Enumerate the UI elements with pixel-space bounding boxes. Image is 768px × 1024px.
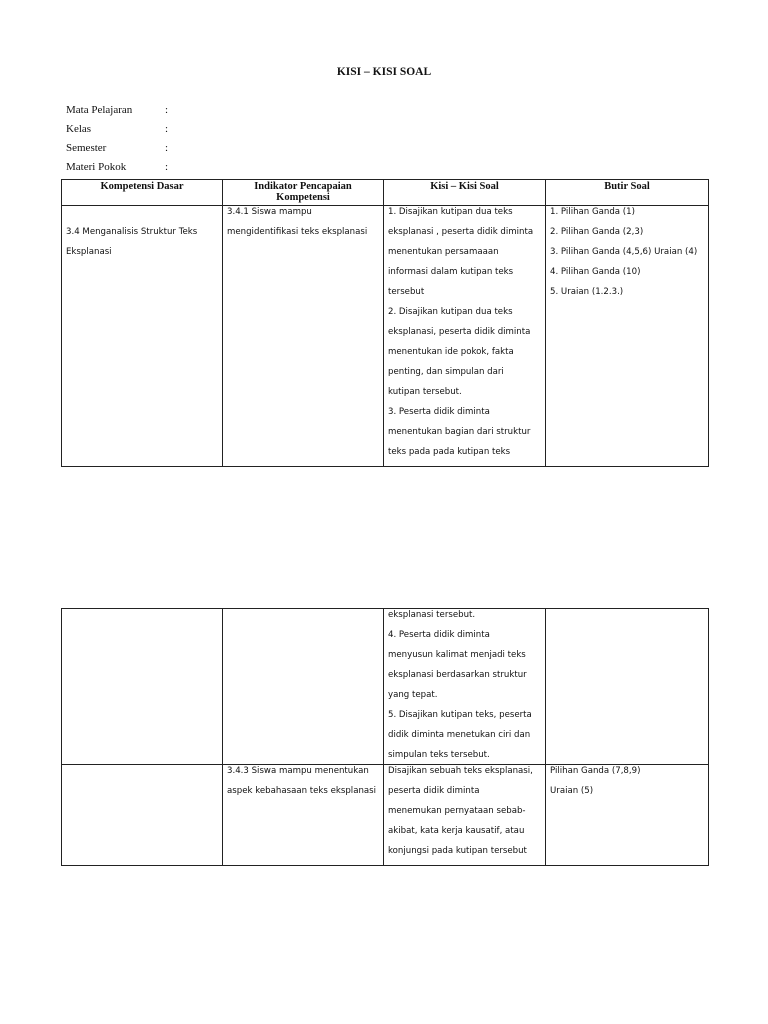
cell-line: Pilihan Ganda (7,8,9) bbox=[550, 766, 641, 776]
cell-line: simpulan teks tersebut. bbox=[388, 750, 490, 760]
header-kisi-kisi-soal: Kisi – Kisi Soal bbox=[384, 180, 546, 206]
cell-line: 2. Pilihan Ganda (2,3) bbox=[550, 227, 644, 237]
cell-kompetensi-dasar bbox=[62, 765, 223, 866]
cell-line: yang tepat. bbox=[388, 690, 438, 700]
cell-line: menentukan ide pokok, fakta bbox=[388, 347, 514, 357]
cell-line: 3.4.3 Siswa mampu menentukan bbox=[227, 766, 369, 776]
cell-line: menemukan pernyataan sebab- bbox=[388, 806, 526, 816]
meta-label: Materi Pokok bbox=[66, 161, 127, 173]
cell-line: 4. Peserta didik diminta bbox=[388, 630, 490, 640]
cell-line: Uraian (5) bbox=[550, 786, 594, 796]
header-kompetensi-dasar: Kompetensi Dasar bbox=[62, 180, 223, 206]
cell-kisi-kisi bbox=[384, 609, 546, 765]
cell-line: informasi dalam kutipan teks bbox=[388, 267, 514, 277]
meta-label: Kelas bbox=[66, 123, 92, 135]
cell-line: 5. Uraian (1.2.3.) bbox=[550, 287, 624, 297]
document-meta bbox=[66, 103, 175, 179]
cell-line: akibat, kata kerja kausatif, atau bbox=[388, 826, 525, 836]
cell-line: tersebut bbox=[388, 287, 425, 297]
header-indikator-line: Indikator Pencapaian bbox=[254, 181, 352, 192]
header-indikator bbox=[223, 180, 384, 206]
table-row bbox=[62, 609, 709, 765]
cell-indikator bbox=[223, 765, 384, 866]
cell-kompetensi-dasar bbox=[62, 206, 223, 467]
cell-line: konjungsi pada kutipan tersebut bbox=[388, 846, 527, 856]
cell-line: 3. Peserta didik diminta bbox=[388, 407, 490, 417]
cell-line: peserta didik diminta bbox=[388, 786, 480, 796]
meta-label: Semester bbox=[66, 142, 107, 154]
kisi-table-page-2 bbox=[61, 608, 709, 866]
meta-row-kelas bbox=[66, 122, 175, 141]
table-header-row bbox=[62, 180, 709, 206]
cell-kisi-kisi bbox=[384, 206, 546, 467]
cell-line: 4. Pilihan Ganda (10) bbox=[550, 267, 641, 277]
cell-line: 1. Disajikan kutipan dua teks bbox=[388, 207, 513, 217]
cell-butir-soal bbox=[546, 206, 709, 467]
cell-line: 3. Pilihan Ganda (4,5,6) Uraian (4) bbox=[550, 247, 698, 257]
cell-line: teks pada pada kutipan teks bbox=[388, 447, 511, 457]
meta-colon: : bbox=[165, 142, 169, 154]
meta-row-semester bbox=[66, 141, 175, 160]
meta-colon: : bbox=[165, 104, 169, 116]
cell-line: eksplanasi , peserta didik diminta bbox=[388, 227, 534, 237]
cell-line: aspek kebahasaan teks eksplanasi bbox=[227, 786, 377, 796]
cell-line: penting, dan simpulan dari bbox=[388, 367, 504, 377]
cell-line: eksplanasi berdasarkan struktur bbox=[388, 670, 527, 680]
meta-label: Mata Pelajaran bbox=[66, 104, 133, 116]
cell-line: eksplanasi, peserta didik diminta bbox=[388, 327, 531, 337]
cell-butir-soal bbox=[546, 765, 709, 866]
cell-line: 5. Disajikan kutipan teks, peserta bbox=[388, 710, 532, 720]
cell-line: eksplanasi tersebut. bbox=[388, 610, 476, 620]
cell-line: 1. Pilihan Ganda (1) bbox=[550, 207, 635, 217]
table-row bbox=[62, 206, 709, 467]
cell-line: 3.4 Menganalisis Struktur Teks bbox=[66, 227, 198, 237]
cell-indikator bbox=[223, 609, 384, 765]
cell-line: 2. Disajikan kutipan dua teks bbox=[388, 307, 513, 317]
document-title: KISI – KISI SOAL bbox=[336, 66, 432, 78]
cell-line: didik diminta menetukan ciri dan bbox=[388, 730, 531, 740]
cell-line: menyusun kalimat menjadi teks bbox=[388, 650, 526, 660]
cell-kisi-kisi bbox=[384, 765, 546, 866]
meta-row-materi-pokok bbox=[66, 160, 175, 179]
cell-line: Disajikan sebuah teks eksplanasi, bbox=[388, 766, 533, 776]
cell-line: kutipan tersebut. bbox=[388, 387, 462, 397]
meta-row-mata-pelajaran bbox=[66, 103, 175, 122]
cell-line: menentukan bagian dari struktur bbox=[388, 427, 531, 437]
cell-line: Eksplanasi bbox=[66, 247, 112, 257]
header-butir-soal: Butir Soal bbox=[546, 180, 709, 206]
meta-colon: : bbox=[165, 161, 169, 173]
header-indikator-line: Kompetensi bbox=[276, 192, 330, 203]
cell-line: menentukan persamaaan bbox=[388, 247, 499, 257]
cell-butir-soal bbox=[546, 609, 709, 765]
cell-line: 3.4.1 Siswa mampu bbox=[227, 207, 312, 217]
cell-line bbox=[66, 206, 218, 226]
cell-indikator bbox=[223, 206, 384, 467]
cell-line: mengidentifikasi teks eksplanasi bbox=[227, 227, 368, 237]
cell-kompetensi-dasar bbox=[62, 609, 223, 765]
meta-colon: : bbox=[165, 123, 169, 135]
kisi-table-page-1 bbox=[61, 179, 709, 467]
table-row bbox=[62, 765, 709, 866]
